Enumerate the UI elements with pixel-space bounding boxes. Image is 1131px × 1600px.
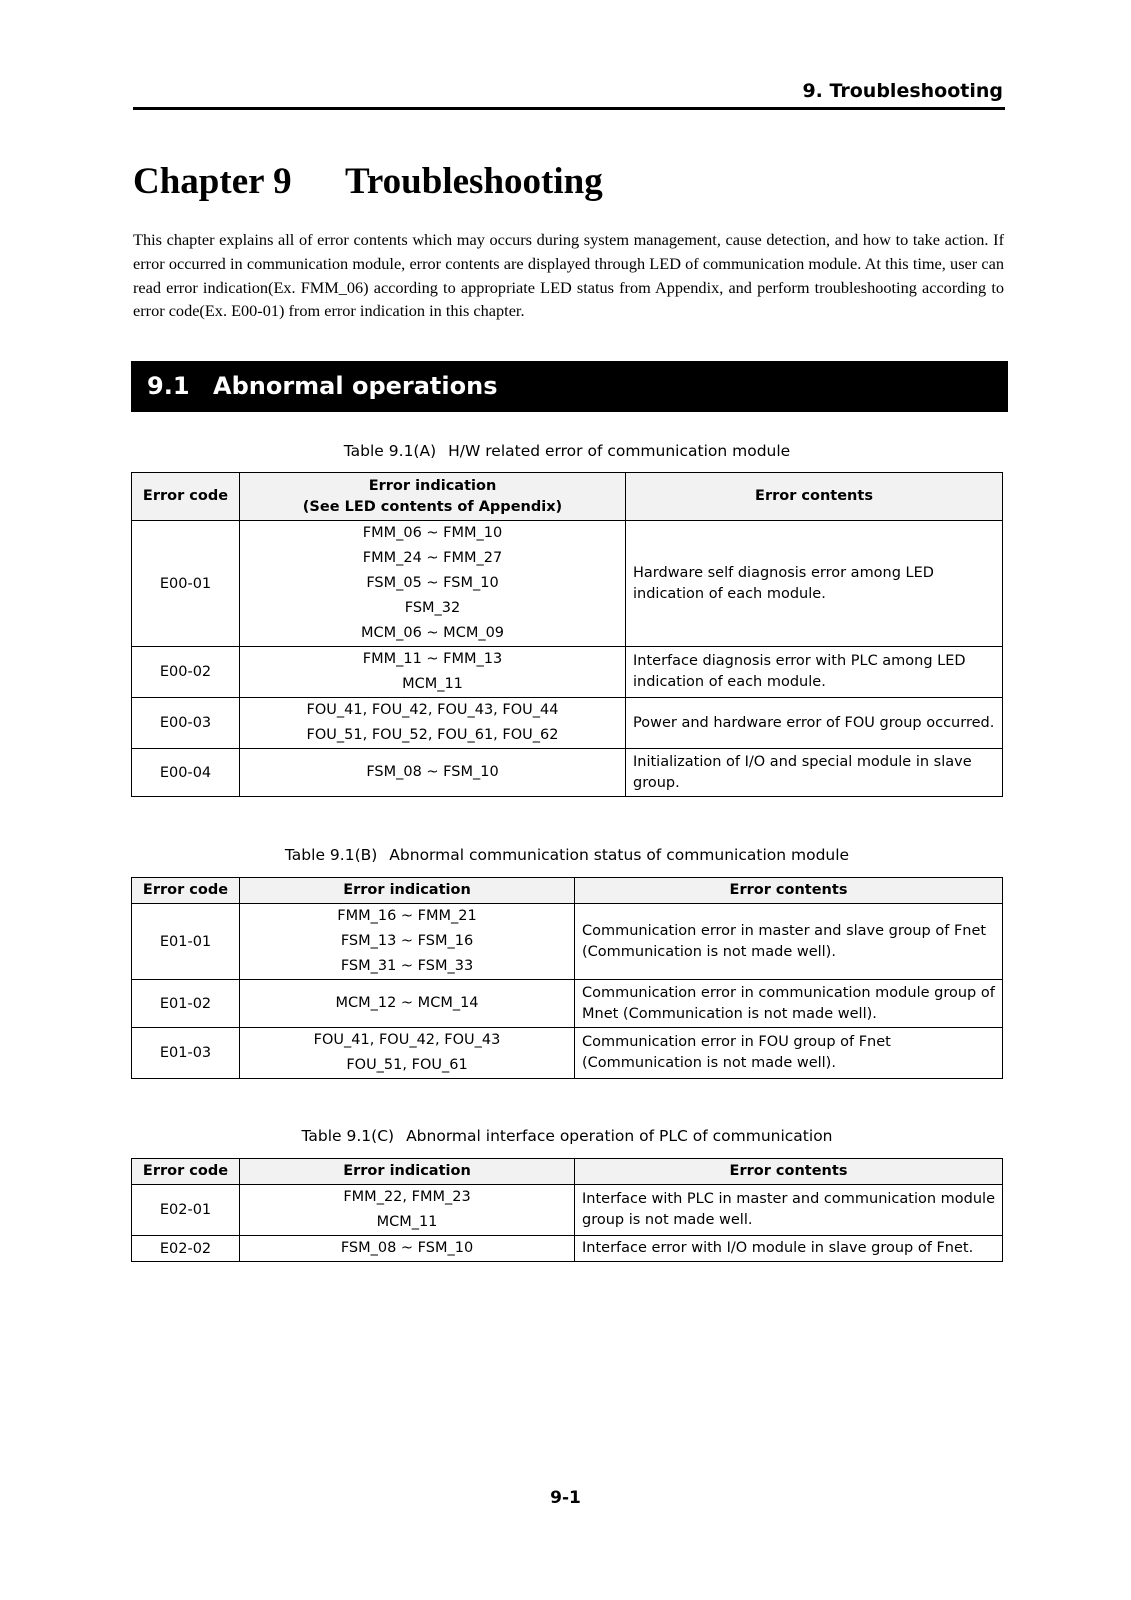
indication-line: FOU_51, FOU_61 bbox=[346, 1057, 468, 1073]
header-error-indication: Error indication bbox=[240, 878, 575, 904]
indication-line: FSM_08 ~ FSM_10 bbox=[340, 1240, 474, 1256]
table-b bbox=[131, 877, 1003, 1079]
section-title: Abnormal operations bbox=[213, 372, 498, 400]
table-c-caption bbox=[131, 1126, 1003, 1146]
error-contents-cell: Communication error in master and slave group of Fnet (Communication is not made well). bbox=[575, 904, 1003, 980]
table-row bbox=[132, 1185, 1003, 1236]
error-indication-cell bbox=[240, 980, 575, 1028]
error-indication-cell bbox=[240, 1236, 575, 1262]
error-contents-cell: Power and hardware error of FOU group occurred. bbox=[626, 698, 1003, 749]
indication-line: MCM_06 ~ MCM_09 bbox=[360, 625, 505, 641]
error-code-cell: E00-03 bbox=[132, 698, 240, 749]
header-error-indication: Error indication bbox=[240, 1159, 575, 1185]
error-code-cell: E00-01 bbox=[132, 521, 240, 647]
header-indication-line-2: (See LED contents of Appendix) bbox=[302, 498, 563, 515]
chapter-title bbox=[133, 160, 603, 204]
indication-line: FSM_32 bbox=[404, 600, 461, 616]
header-error-contents: Error contents bbox=[575, 1159, 1003, 1185]
indication-line: FSM_13 ~ FSM_16 bbox=[340, 933, 474, 949]
section-number: 9.1 bbox=[147, 372, 190, 400]
error-contents-cell: Communication error in communication module group of Mnet (Communication is not made well). bbox=[575, 980, 1003, 1028]
error-contents-cell: Interface diagnosis error with PLC among LED indication of each module. bbox=[626, 647, 1003, 698]
error-code-cell: E00-02 bbox=[132, 647, 240, 698]
error-code-cell: E00-04 bbox=[132, 749, 240, 797]
table-c-caption-number: Table 9.1(C) bbox=[301, 1127, 395, 1145]
error-indication-cell bbox=[240, 647, 626, 698]
running-header: 9. Troubleshooting bbox=[802, 80, 1003, 102]
table-c bbox=[131, 1158, 1003, 1262]
indication-line: FMM_06 ~ FMM_10 bbox=[362, 525, 503, 541]
indication-line: FSM_08 ~ FSM_10 bbox=[366, 764, 499, 780]
error-contents-cell: Hardware self diagnosis error among LED indication of each module. bbox=[626, 521, 1003, 647]
header-error-indication bbox=[240, 473, 626, 521]
intro-paragraph: This chapter explains all of error contents which may occurs during system management, cause detection, and how to take action. If error occurred in communication module, error contents are displayed through LED of communication module. At this time, user can read error indication(Ex. FMM_06) according to appropriate LED status from Appendix, and perform troubleshooting according to error code(Ex. E00-01) from error indication in this chapter. bbox=[133, 230, 1004, 321]
table-row bbox=[132, 749, 1003, 797]
header-error-code: Error code bbox=[132, 878, 240, 904]
error-indication-cell bbox=[240, 1185, 575, 1236]
indication-line: FMM_16 ~ FMM_21 bbox=[337, 908, 477, 924]
table-header-row bbox=[132, 473, 1003, 521]
indication-line: FOU_41, FOU_42, FOU_43, FOU_44 bbox=[306, 702, 559, 718]
error-indication-cell bbox=[240, 904, 575, 980]
table-a bbox=[131, 472, 1003, 797]
error-indication-cell bbox=[240, 1028, 575, 1079]
header-error-code: Error code bbox=[132, 473, 240, 521]
indication-line: FSM_31 ~ FSM_33 bbox=[340, 958, 474, 974]
table-row bbox=[132, 1236, 1003, 1262]
table-b-caption-number: Table 9.1(B) bbox=[284, 846, 378, 864]
error-code-cell: E02-01 bbox=[132, 1185, 240, 1236]
indication-line: FMM_24 ~ FMM_27 bbox=[362, 550, 503, 566]
error-code-cell: E01-02 bbox=[132, 980, 240, 1028]
table-a-caption-text: H/W related error of communication module bbox=[448, 442, 791, 460]
error-indication-cell bbox=[240, 521, 626, 647]
page-number: 9-1 bbox=[550, 1488, 581, 1508]
error-indication-cell bbox=[240, 749, 626, 797]
error-contents-cell: Interface error with I/O module in slave group of Fnet. bbox=[575, 1236, 1003, 1262]
indication-line: MCM_11 bbox=[376, 1214, 438, 1230]
header-error-code: Error code bbox=[132, 1159, 240, 1185]
table-header-row bbox=[132, 878, 1003, 904]
table-a-caption bbox=[131, 441, 1003, 461]
table-header-row bbox=[132, 1159, 1003, 1185]
table-row bbox=[132, 904, 1003, 980]
section-heading bbox=[131, 361, 1008, 412]
table-b-caption bbox=[131, 845, 1003, 865]
error-code-cell: E02-02 bbox=[132, 1236, 240, 1262]
indication-line: MCM_12 ~ MCM_14 bbox=[335, 995, 479, 1011]
error-code-cell: E01-03 bbox=[132, 1028, 240, 1079]
table-a-caption-number: Table 9.1(A) bbox=[343, 442, 437, 460]
table-row bbox=[132, 980, 1003, 1028]
chapter-number: Chapter 9 bbox=[133, 161, 292, 202]
indication-line: MCM_11 bbox=[402, 676, 463, 692]
error-indication-cell bbox=[240, 698, 626, 749]
indication-line: FSM_05 ~ FSM_10 bbox=[366, 575, 499, 591]
error-contents-cell: Communication error in FOU group of Fnet (Communication is not made well). bbox=[575, 1028, 1003, 1079]
table-row bbox=[132, 521, 1003, 647]
error-code-cell: E01-01 bbox=[132, 904, 240, 980]
chapter-name: Troubleshooting bbox=[345, 161, 603, 202]
error-contents-cell: Initialization of I/O and special module in slave group. bbox=[626, 749, 1003, 797]
error-contents-cell: Interface with PLC in master and communication module group is not made well. bbox=[575, 1185, 1003, 1236]
table-row bbox=[132, 1028, 1003, 1079]
indication-line: FMM_22, FMM_23 bbox=[343, 1189, 471, 1205]
table-row bbox=[132, 647, 1003, 698]
table-row bbox=[132, 698, 1003, 749]
indication-line: FMM_11 ~ FMM_13 bbox=[362, 651, 503, 667]
header-error-contents: Error contents bbox=[575, 878, 1003, 904]
header-error-contents: Error contents bbox=[626, 473, 1003, 521]
indication-line: FOU_41, FOU_42, FOU_43 bbox=[313, 1032, 501, 1048]
header-indication-line-1: Error indication bbox=[368, 477, 497, 494]
table-c-caption-text: Abnormal interface operation of PLC of communication bbox=[406, 1127, 833, 1145]
header-rule bbox=[133, 107, 1005, 110]
indication-line: FOU_51, FOU_52, FOU_61, FOU_62 bbox=[306, 727, 559, 743]
table-b-caption-text: Abnormal communication status of communication module bbox=[389, 846, 850, 864]
